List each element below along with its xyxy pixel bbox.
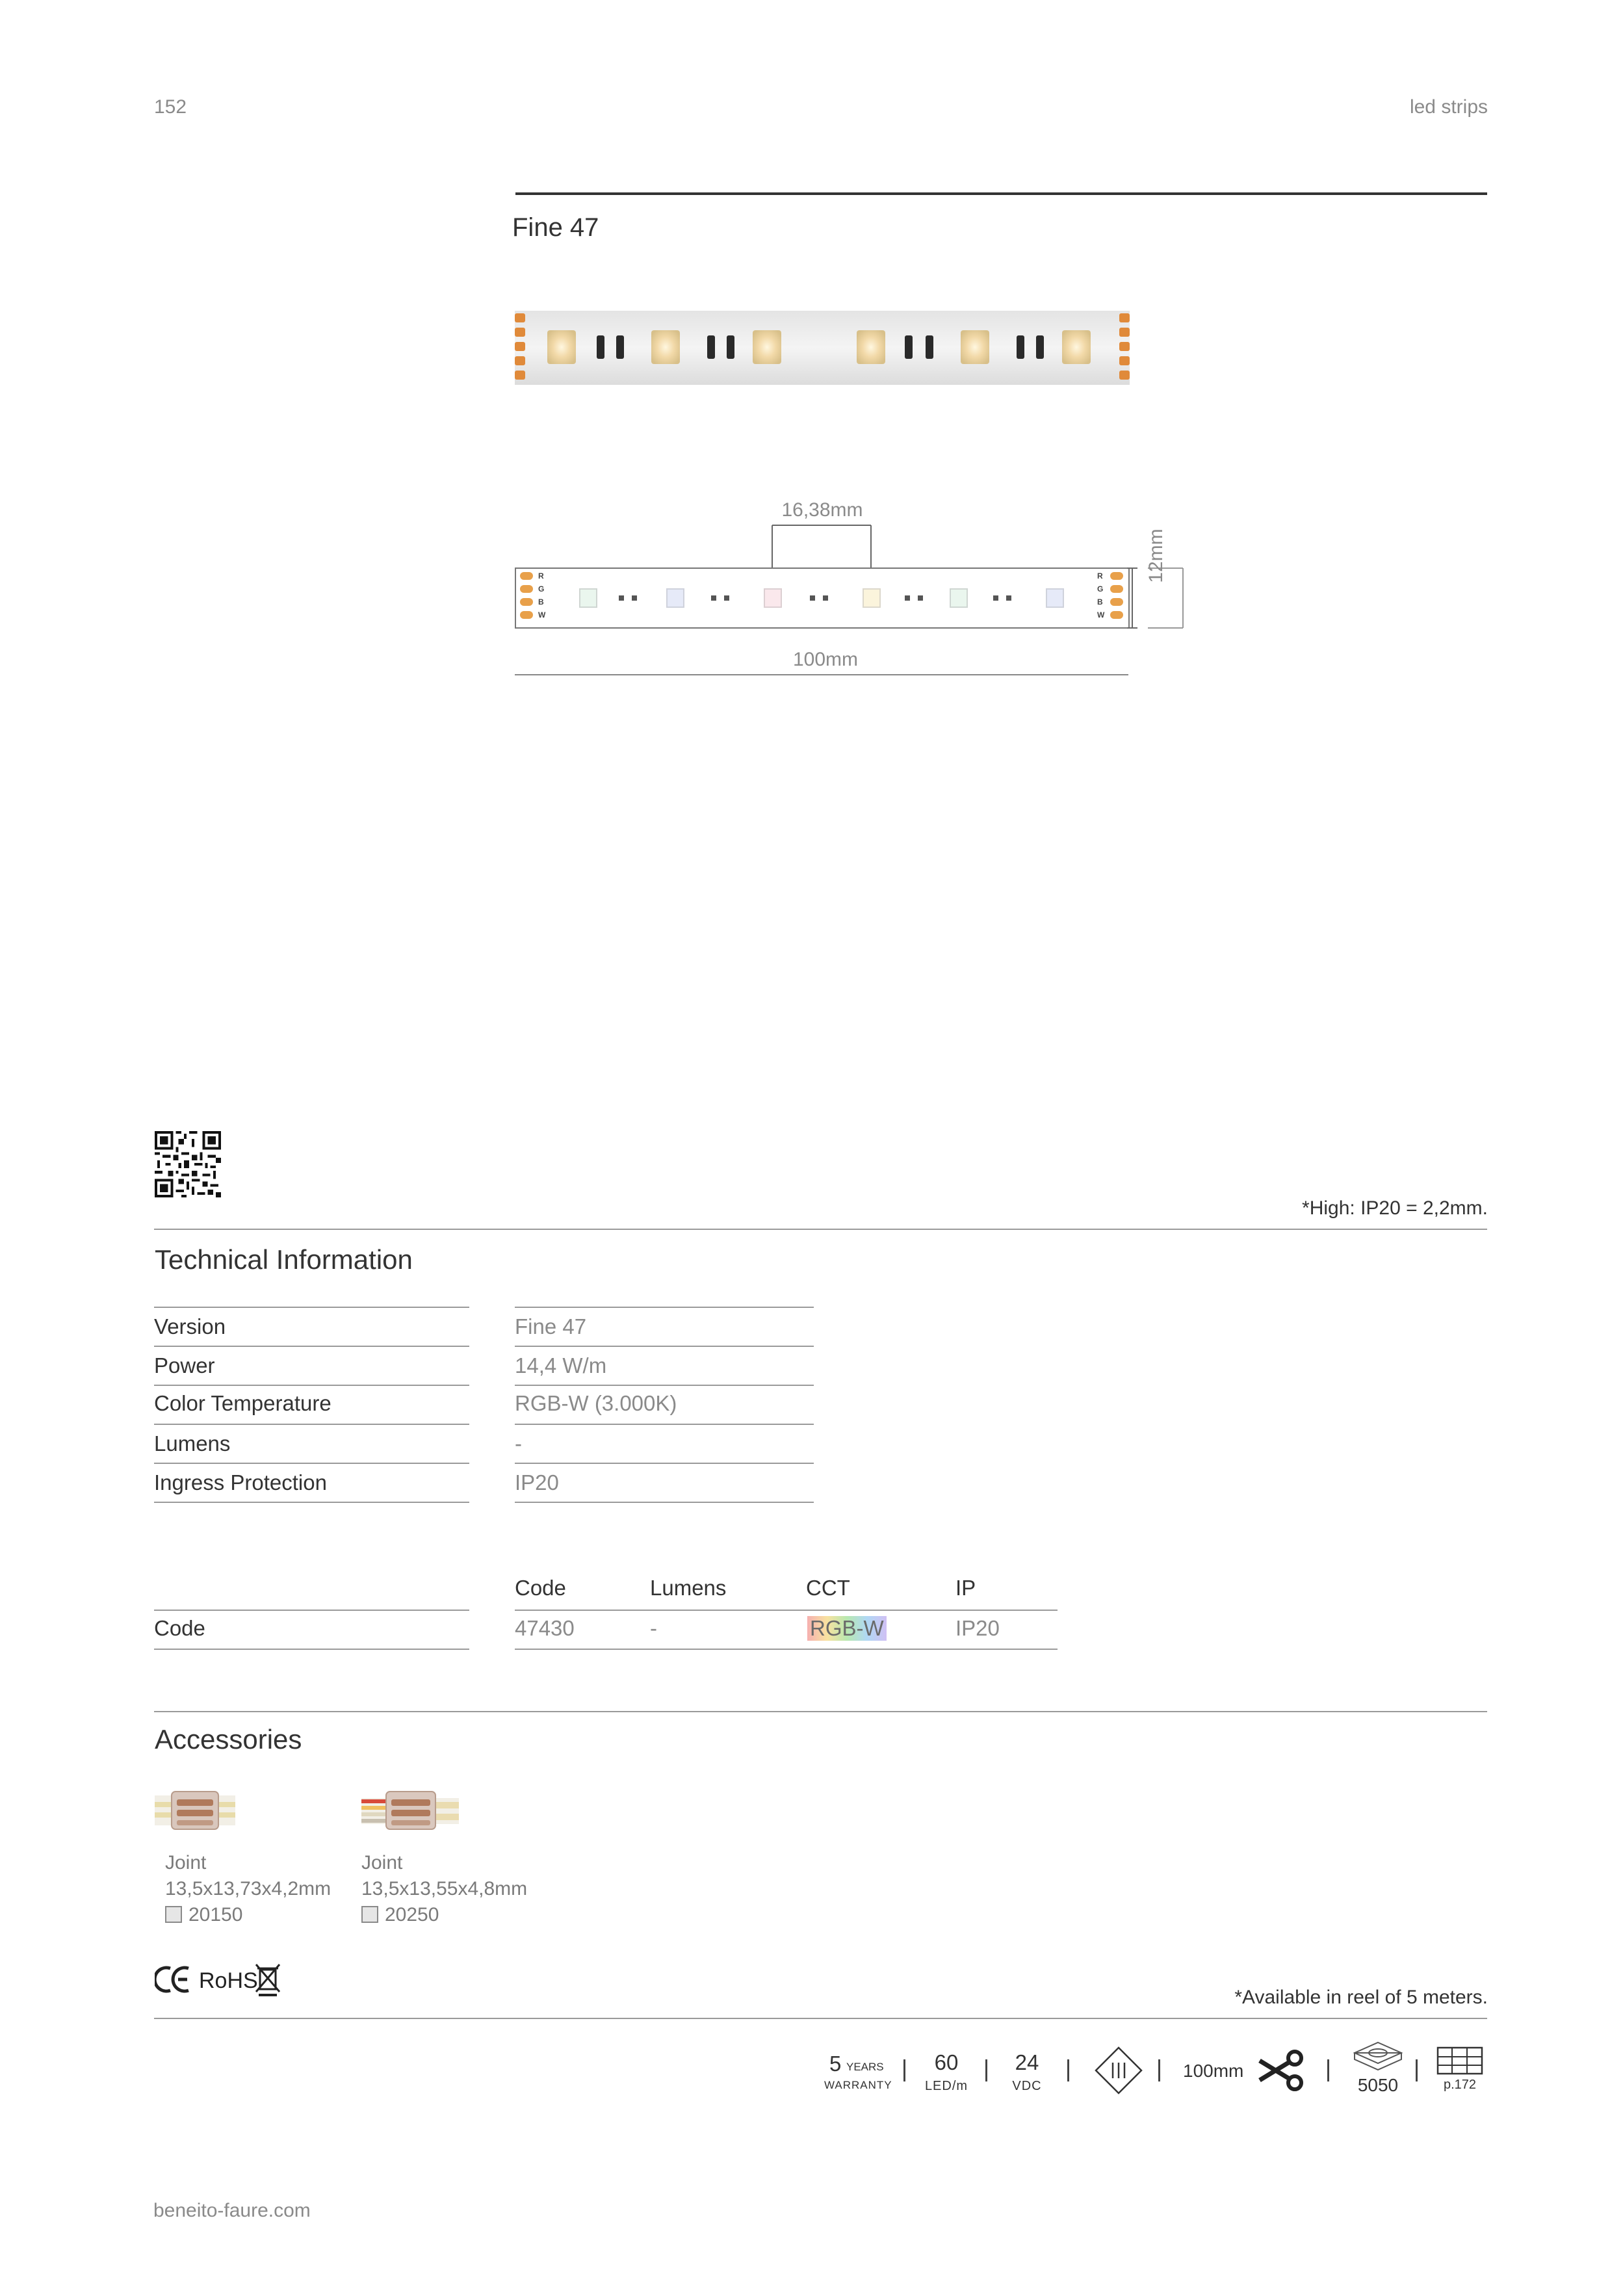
strip-photo bbox=[515, 311, 1130, 388]
accessories-heading: Accessories bbox=[155, 1724, 302, 1755]
cut-length: 100mm bbox=[1183, 2061, 1244, 2081]
accessory-code-text-2: 20250 bbox=[385, 1904, 439, 1925]
code-rule-right-top bbox=[515, 1610, 1058, 1611]
spec-label-version: Version bbox=[154, 1314, 226, 1338]
led-density-unit: LED/m bbox=[924, 2079, 968, 2093]
product-title: Fine 47 bbox=[512, 213, 599, 242]
class-iii-icon bbox=[1095, 2046, 1143, 2098]
code-rule-left-bottom bbox=[154, 1649, 469, 1650]
tech-rule-right-3 bbox=[515, 1424, 814, 1425]
code-header-code: Code bbox=[515, 1576, 566, 1600]
accessory-checkbox-2[interactable] bbox=[361, 1906, 378, 1923]
length-dimension: 100mm bbox=[792, 649, 859, 670]
svg-text:B: B bbox=[538, 597, 544, 607]
tech-rule-left-3 bbox=[154, 1424, 469, 1425]
ce-mark-icon bbox=[155, 1964, 191, 1998]
code-rule-right-bottom bbox=[515, 1649, 1058, 1650]
spec-label-power: Power bbox=[154, 1353, 215, 1377]
accessory-code-text-1: 20150 bbox=[188, 1904, 243, 1925]
led-chip-icon bbox=[1352, 2040, 1404, 2077]
accessory-name-2: Joint bbox=[361, 1852, 403, 1873]
page-number: 152 bbox=[154, 96, 187, 118]
tech-rule-right-1 bbox=[515, 1346, 814, 1347]
svg-text:G: G bbox=[538, 584, 545, 594]
spec-label-lumens: Lumens bbox=[154, 1431, 231, 1455]
tech-rule-left-0 bbox=[154, 1307, 469, 1308]
separator bbox=[985, 2059, 987, 2081]
title-rule bbox=[515, 192, 1487, 195]
qr-code[interactable] bbox=[155, 1131, 221, 1201]
spec-value-ingress-protection: IP20 bbox=[515, 1470, 559, 1494]
tech-rule-left-2 bbox=[154, 1385, 469, 1386]
tech-rule-left-4 bbox=[154, 1463, 469, 1464]
accessory-checkbox-1[interactable] bbox=[165, 1906, 182, 1923]
tech-rule-left-1 bbox=[154, 1346, 469, 1347]
rohs-label: RoHS bbox=[199, 1968, 258, 1993]
accessories-rule bbox=[154, 1711, 1487, 1712]
accessory-image-joint-1 bbox=[155, 1785, 235, 1839]
spec-value-lumens: - bbox=[515, 1431, 522, 1455]
separator bbox=[1327, 2059, 1329, 2081]
spec-label-ingress-protection: Ingress Protection bbox=[154, 1470, 327, 1494]
svg-text:B: B bbox=[1097, 597, 1103, 607]
accessory-code-2[interactable] bbox=[361, 1902, 439, 1928]
separator bbox=[1158, 2059, 1160, 2081]
warranty-label: WARRANTY bbox=[824, 2079, 892, 2091]
ip-value: IP20 bbox=[955, 1616, 1000, 1640]
spec-label-color-temperature: Color Temperature bbox=[154, 1391, 331, 1415]
separator bbox=[903, 2059, 905, 2081]
pitch-dimension: 16,38mm bbox=[781, 499, 863, 521]
tech-rule-right-4 bbox=[515, 1463, 814, 1464]
reel-note: *Available in reel of 5 meters. bbox=[1234, 1987, 1488, 2008]
spec-value-color-temperature: RGB-W (3.000K) bbox=[515, 1391, 677, 1415]
separator bbox=[1416, 2059, 1418, 2081]
voltage-unit: VDC bbox=[1012, 2079, 1042, 2093]
section-title: led strips bbox=[1409, 96, 1488, 118]
tech-rule-right-2 bbox=[515, 1385, 814, 1386]
svg-text:R: R bbox=[1097, 571, 1103, 581]
tech-heading: Technical Information bbox=[155, 1244, 413, 1275]
voltage-value: 24 bbox=[1015, 2050, 1039, 2074]
spec-value-version: Fine 47 bbox=[515, 1314, 587, 1338]
tech-rule-right-0 bbox=[515, 1307, 814, 1308]
tech-rule bbox=[154, 1229, 1487, 1230]
svg-text:W: W bbox=[1097, 610, 1105, 620]
warranty-number: 5 bbox=[829, 2052, 842, 2076]
spec-value-power: 14,4 W/m bbox=[515, 1353, 607, 1377]
separator bbox=[1067, 2059, 1069, 2081]
code-header-cct: CCT bbox=[806, 1576, 850, 1600]
code-value: 47430 bbox=[515, 1616, 575, 1640]
cct-value: RGB-W bbox=[807, 1616, 887, 1641]
high-note: *High: IP20 = 2,2mm. bbox=[1302, 1197, 1488, 1219]
warranty-years: YEARS bbox=[846, 2061, 884, 2073]
chip-type: 5050 bbox=[1357, 2075, 1399, 2095]
accessory-name-1: Joint bbox=[165, 1852, 207, 1873]
code-header-ip: IP bbox=[955, 1576, 976, 1600]
website-link[interactable]: beneito-faure.com bbox=[153, 2200, 311, 2221]
accessory-code-1[interactable] bbox=[165, 1902, 242, 1928]
svg-text:W: W bbox=[538, 610, 546, 620]
svg-text:G: G bbox=[1097, 584, 1104, 594]
code-row-label: Code bbox=[154, 1616, 205, 1640]
profile-page-ref[interactable]: p.172 bbox=[1443, 2078, 1477, 2092]
accessory-size-1: 13,5x13,73x4,2mm bbox=[165, 1878, 331, 1899]
code-header-lumens: Lumens bbox=[650, 1576, 727, 1600]
scissors-icon bbox=[1257, 2049, 1306, 2095]
code-lumens-value: - bbox=[650, 1616, 657, 1640]
accessory-image-joint-2 bbox=[361, 1785, 459, 1839]
tech-rule-right-5 bbox=[515, 1502, 814, 1503]
footer-rule bbox=[154, 2018, 1487, 2019]
code-rule-left-top bbox=[154, 1610, 469, 1611]
accessory-size-2: 13,5x13,55x4,8mm bbox=[361, 1878, 528, 1899]
led-density-value: 60 bbox=[934, 2050, 959, 2074]
profile-grid-icon[interactable] bbox=[1436, 2046, 1483, 2078]
weee-bin-icon bbox=[253, 1962, 282, 2000]
width-dimension: 12mm bbox=[1145, 528, 1167, 583]
svg-text:R: R bbox=[538, 571, 544, 581]
tech-rule-left-5 bbox=[154, 1502, 469, 1503]
